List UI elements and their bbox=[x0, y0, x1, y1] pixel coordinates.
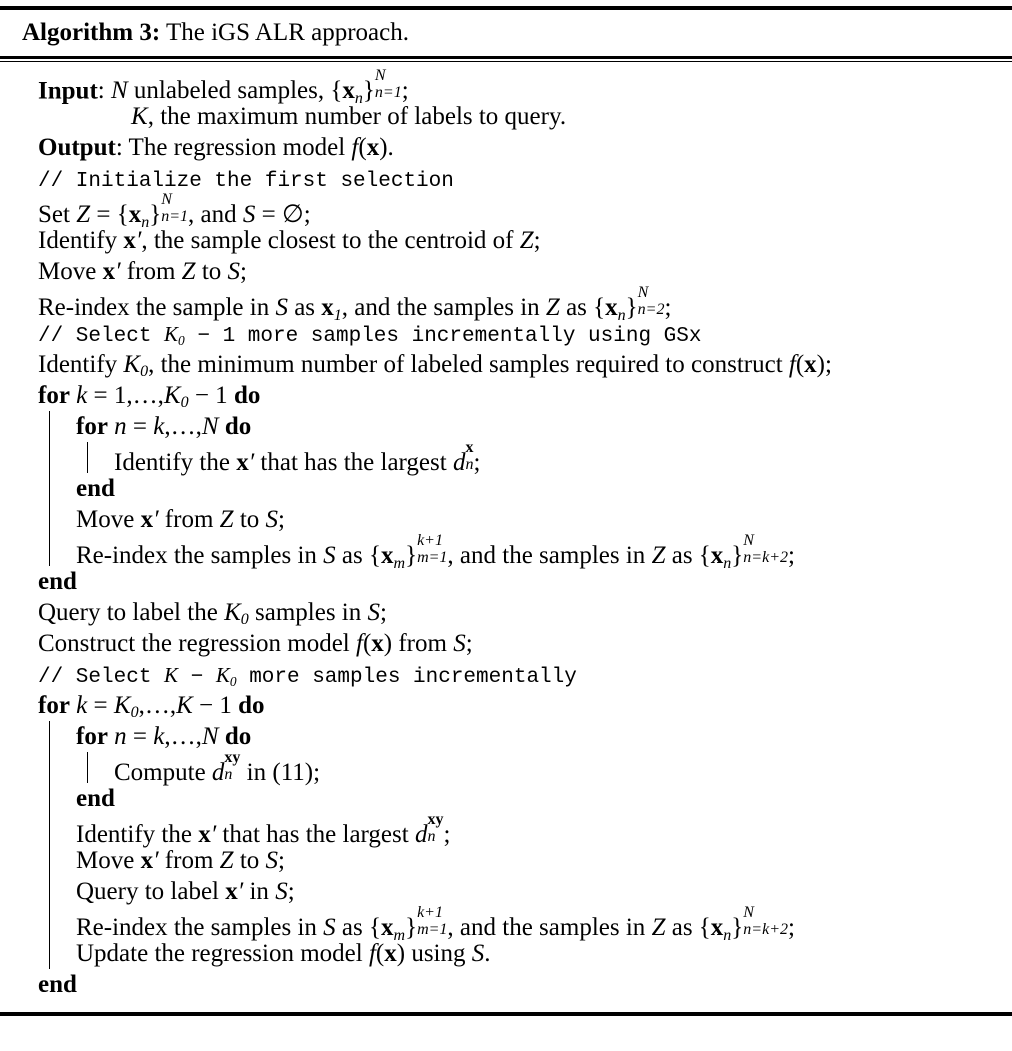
set-z-text: Set $Z = \{x_n\}$ N n=1 , and S = ∅; bbox=[38, 191, 311, 231]
line-move-1 bbox=[0, 256, 1012, 287]
indent-bar-level1 bbox=[49, 907, 50, 938]
query-k0-text: Query to label the $K_0$ samples in S; bbox=[38, 599, 387, 629]
line-output bbox=[0, 132, 1012, 163]
indent-bar-level1 bbox=[49, 535, 50, 566]
line-input-2 bbox=[0, 101, 1012, 132]
line-end-inner-1 bbox=[0, 473, 1012, 504]
do-keyword: do bbox=[224, 413, 252, 440]
end-keyword: end bbox=[76, 475, 115, 502]
line-set-z bbox=[0, 191, 1012, 231]
line-query-k0 bbox=[0, 597, 1012, 628]
input-label: Input bbox=[38, 77, 98, 105]
line-for-1: for $k = 1,\dots,K_0 - 1$ do bbox=[38, 382, 261, 412]
for-keyword: for bbox=[38, 382, 70, 409]
do-keyword: do bbox=[233, 382, 261, 409]
line-identify-k0 bbox=[0, 349, 1012, 380]
indent-bar-level1 bbox=[49, 504, 50, 535]
line-input-1 bbox=[0, 67, 1012, 107]
construct-text: Construct the regression model f(x) from S; bbox=[38, 630, 473, 657]
do-keyword: do bbox=[224, 723, 252, 750]
algorithm-caption-text: The iGS ALR approach. bbox=[165, 19, 409, 46]
indent-bar-level1 bbox=[49, 845, 50, 876]
algorithm-body bbox=[0, 62, 1012, 1006]
comment-2-text: // Select $K_0 - 1$ more samples incrementally using GSx bbox=[38, 322, 702, 348]
line-end-outer-1 bbox=[0, 566, 1012, 597]
algorithm-block bbox=[0, 6, 1012, 1016]
line-end-inner-2 bbox=[0, 783, 1012, 814]
line-end-outer-2 bbox=[0, 969, 1012, 1000]
comment-3-text: // Select $K - K_0$ more samples incrementally bbox=[38, 663, 577, 689]
line-query-x bbox=[0, 876, 1012, 907]
line-comment-3 bbox=[0, 659, 1012, 690]
move-2-text: Move x′ from Z to S; bbox=[76, 506, 285, 533]
reindex-3-text: Re-index the samples in S as $\{x_m\}$ k+1 m=1 , and the samples in Z as $\{x_n\}$ N n=k+2 ; bbox=[76, 904, 795, 944]
comment-1-text: // Initialize the first selection bbox=[38, 170, 454, 193]
indent-bar-level1 bbox=[49, 814, 50, 845]
line-identify-dx bbox=[0, 439, 1012, 477]
move-3-text: Move x′ from Z to S; bbox=[76, 847, 285, 874]
indent-bar-level2 bbox=[87, 752, 88, 783]
end-keyword: end bbox=[76, 785, 115, 812]
indent-bar-level1 bbox=[49, 876, 50, 907]
line-identify-dxy bbox=[0, 811, 1012, 849]
end-keyword: end bbox=[38, 568, 77, 595]
end-keyword: end bbox=[38, 971, 77, 998]
indent-bar-level1 bbox=[49, 783, 50, 814]
line-construct bbox=[0, 628, 1012, 659]
output-text: : The regression model f(x). bbox=[115, 134, 394, 161]
indent-bar-level1 bbox=[49, 752, 50, 783]
indent-bar-level2 bbox=[87, 442, 88, 473]
indent-bar-level1 bbox=[49, 473, 50, 504]
rule-bottom bbox=[0, 1012, 1012, 1016]
indent-bar-level1 bbox=[49, 442, 50, 473]
algorithm-caption-label: Algorithm 3: bbox=[22, 19, 161, 46]
line-move-3 bbox=[0, 845, 1012, 876]
identify-dx-text: Identify the x′ that has the largest d x n ; bbox=[114, 439, 481, 477]
identify-dxy-text: Identify the x′ that has the largest d xy n ; bbox=[76, 811, 451, 849]
line-comment-1 bbox=[0, 163, 1012, 194]
reindex-2-text: Re-index the samples in S as $\{x_m\}$ k+1 m=1 , and the samples in Z as $\{x_n\}$ N n=k+2 ; bbox=[76, 532, 795, 572]
input-text-2: K, the maximum number of labels to query. bbox=[131, 103, 567, 130]
compute-dxy-text: Compute d xy n in (11); bbox=[114, 749, 321, 787]
line-reindex-3 bbox=[0, 904, 1012, 944]
algorithm-caption bbox=[0, 10, 1012, 56]
line-update bbox=[0, 938, 1012, 969]
line-move-2 bbox=[0, 504, 1012, 535]
line-identify-centroid bbox=[0, 225, 1012, 256]
line-compute-dxy bbox=[0, 749, 1012, 787]
indent-bar-level1 bbox=[49, 411, 50, 442]
update-text: Update the regression model f(x) using S. bbox=[76, 940, 491, 967]
indent-bar-level1 bbox=[49, 938, 50, 969]
for-keyword: for bbox=[76, 413, 108, 440]
for-keyword: for bbox=[38, 692, 70, 719]
line-reindex-2 bbox=[0, 532, 1012, 572]
query-x-text: Query to label x′ in S; bbox=[76, 878, 295, 905]
input-text-1: : N unlabeled samples, $\{x_n\}$ N n=1 ; bbox=[97, 67, 409, 107]
identify-k0-text: Identify $K_0$, the minimum number of labeled samples required to construct f(x); bbox=[38, 351, 832, 381]
line-reindex-1 bbox=[0, 284, 1012, 324]
reindex-1-text: Re-index the sample in S as $x_1$, and the samples in Z as $\{x_n\}$ N n=2 ; bbox=[38, 284, 672, 324]
line-for-4: for n = k,…,N do bbox=[0, 721, 1012, 752]
for-keyword: for bbox=[76, 723, 108, 750]
output-label: Output bbox=[38, 134, 116, 161]
move-1-text: Move x′ from Z to S; bbox=[38, 258, 247, 285]
indent-bar-level1 bbox=[49, 721, 50, 752]
do-keyword: do bbox=[238, 692, 265, 719]
identify-centroid-text: Identify x′, the sample closest to the centroid of Z; bbox=[38, 227, 541, 254]
line-for-2: for n = k,…,N do bbox=[0, 411, 1012, 442]
line-comment-2 bbox=[0, 318, 1012, 349]
line-for-3: for $k = K_0,\dots,K - 1$ do bbox=[38, 692, 265, 722]
